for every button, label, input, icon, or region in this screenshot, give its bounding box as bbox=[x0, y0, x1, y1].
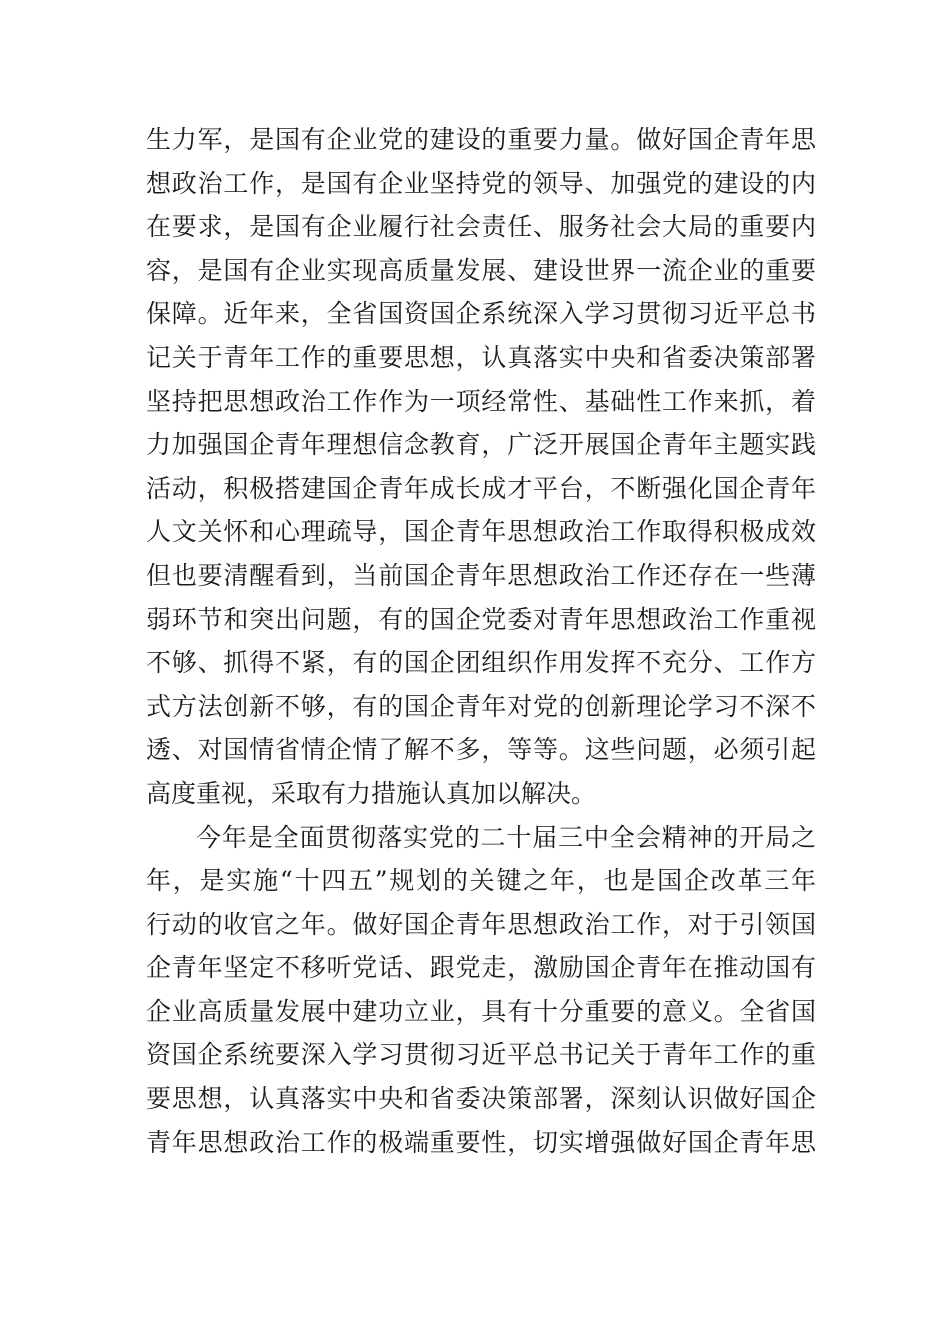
paragraph-line: 透、对国情省情企情了解不多，等等。这些问题，必须引起 bbox=[146, 735, 816, 765]
paragraph-line: 行动的收官之年。做好国企青年思想政治工作，对于引领国 bbox=[146, 909, 816, 939]
paragraph-line: 在要求，是国有企业履行社会责任、服务社会大局的重要内 bbox=[146, 212, 816, 242]
paragraph-line: 保障。近年来，全省国资国企系统深入学习贯彻习近平总书 bbox=[146, 299, 816, 329]
paragraph-line: 企业高质量发展中建功立业，具有十分重要的意义。全省国 bbox=[146, 996, 816, 1026]
paragraph-line: 记关于青年工作的重要思想，认真落实中央和省委决策部署 bbox=[146, 342, 816, 372]
paragraph-line: 要思想，认真落实中央和省委决策部署，深刻认识做好国企 bbox=[146, 1084, 816, 1114]
paragraph-line: 今年是全面贯彻落实党的二十届三中全会精神的开局之 bbox=[196, 822, 816, 852]
paragraph-line: 不够、抓得不紧，有的国企团组织作用发挥不充分、工作方 bbox=[146, 648, 816, 678]
paragraph-line: 式方法创新不够，有的国企青年对党的创新理论学习不深不 bbox=[146, 691, 816, 721]
paragraph-line: 容，是国有企业实现高质量发展、建设世界一流企业的重要 bbox=[146, 255, 816, 285]
paragraph-line: 想政治工作，是国有企业坚持党的领导、加强党的建设的内 bbox=[146, 168, 816, 198]
paragraph-line: 但也要清醒看到，当前国企青年思想政治工作还存在一些薄 bbox=[146, 560, 816, 590]
body-text bbox=[146, 118, 816, 1164]
paragraph-line: 弱环节和突出问题，有的国企党委对青年思想政治工作重视 bbox=[146, 604, 816, 634]
paragraph-line: 人文关怀和心理疏导，国企青年思想政治工作取得积极成效 bbox=[146, 517, 816, 547]
paragraph-line: 高度重视，采取有力措施认真加以解决。 bbox=[146, 778, 597, 808]
paragraph-line: 青年思想政治工作的极端重要性，切实增强做好国企青年思 bbox=[146, 1127, 816, 1157]
paragraph-line: 力加强国企青年理想信念教育，广泛开展国企青年主题实践 bbox=[146, 430, 816, 460]
paragraph-line: 年，是实施“十四五”规划的关键之年，也是国企改革三年 bbox=[146, 866, 816, 896]
paragraph-line: 坚持把思想政治工作作为一项经常性、基础性工作来抓，着 bbox=[146, 386, 816, 416]
paragraph-line: 生力军，是国有企业党的建设的重要力量。做好国企青年思 bbox=[146, 125, 816, 154]
paragraph-line: 企青年坚定不移听党话、跟党走，激励国企青年在推动国有 bbox=[146, 953, 816, 983]
paragraph-line: 资国企系统要深入学习贯彻习近平总书记关于青年工作的重 bbox=[146, 1040, 816, 1070]
paragraph-line: 活动，积极搭建国企青年成长成才平台，不断强化国企青年 bbox=[146, 473, 816, 503]
